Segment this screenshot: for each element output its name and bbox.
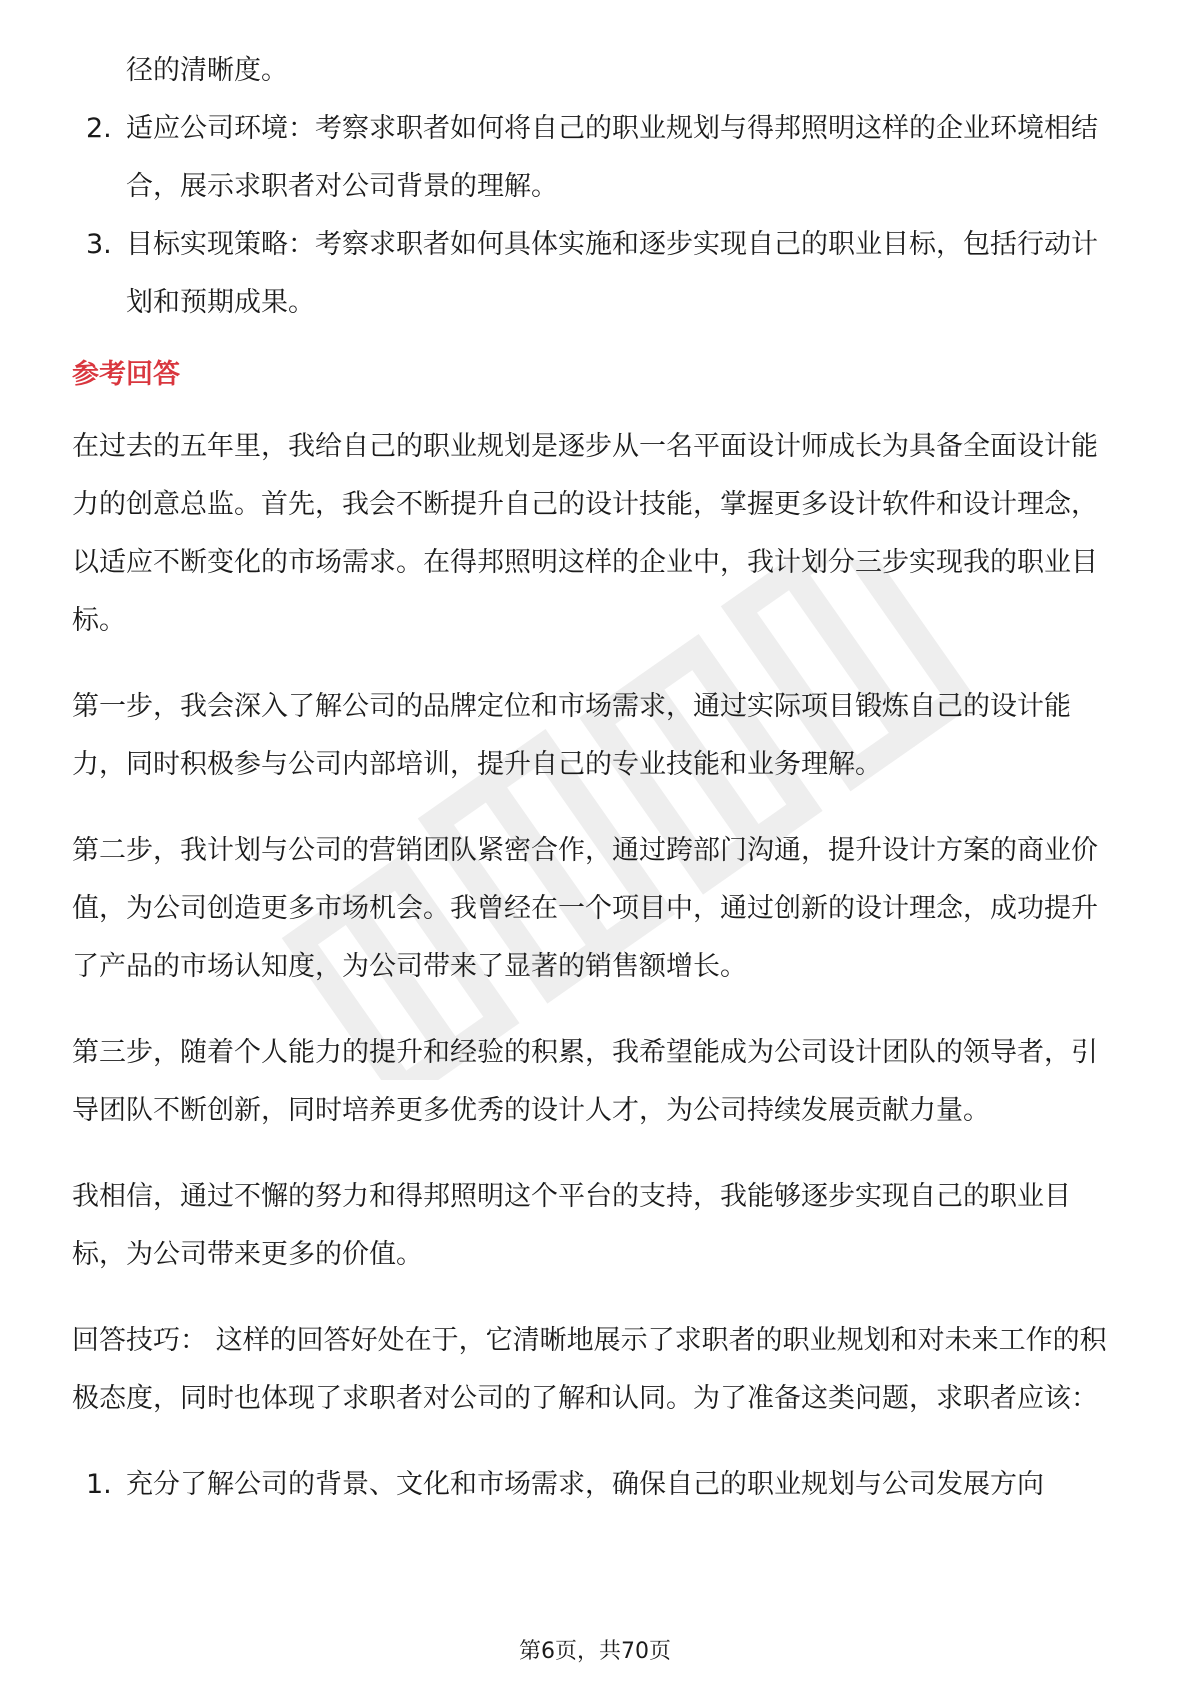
list-item xyxy=(72,100,1122,216)
criteria-list xyxy=(72,100,1122,332)
answer-paragraph: 第二步，我计划与公司的营销团队紧密合作，通过跨部门沟通，提升设计方案的商业价值，为公司创造更多市场机会。我曾经在一个项目中，通过创新的设计理念，成功提升了产品的市场认知度，为公司带来了显著的销售额增长。 xyxy=(72,835,1098,982)
answer-paragraph: 在过去的五年里，我给自己的职业规划是逐步从一名平面设计师成长为具备全面设计能力的创意总监。首先，我会不断提升自己的设计技能，掌握更多设计软件和设计理念，以适应不断变化的市场需求。在得邦照明这样的企业中，我计划分三步实现我的职业目标。 xyxy=(72,431,1098,636)
answer-paragraph: 我相信，通过不懈的努力和得邦照明这个平台的支持，我能够逐步实现自己的职业目标，为公司带来更多的价值。 xyxy=(72,1181,1071,1270)
list-text: 目标实现策略：考察求职者如何具体实施和逐步实现自己的职业目标，包括行动计划和预期成果。 xyxy=(126,229,1098,318)
list-text: 适应公司环境：考察求职者如何将自己的职业规划与得邦照明这样的企业环境相结合，展示求职者对公司背景的理解。 xyxy=(126,113,1098,202)
answer-paragraph: 第三步，随着个人能力的提升和经验的积累，我希望能成为公司设计团队的领导者，引导团队不断创新，同时培养更多优秀的设计人才，为公司持续发展贡献力量。 xyxy=(72,1037,1098,1126)
section-heading: 参考回答 xyxy=(72,359,180,390)
list-item xyxy=(72,1456,1122,1514)
document-content xyxy=(72,42,1122,1514)
list-number: 3. xyxy=(86,229,112,260)
list-item-continuation: 径的清晰度。 xyxy=(126,55,288,86)
list-text: 充分了解公司的背景、文化和市场需求，确保自己的职业规划与公司发展方向 xyxy=(126,1469,1044,1500)
tips-list xyxy=(72,1456,1122,1514)
page-footer: 第6页，共70页 xyxy=(519,1639,671,1664)
tips-paragraph: 回答技巧： 这样的回答好处在于，它清晰地展示了求职者的职业规划和对未来工作的积极态度，同时也体现了求职者对公司的了解和认同。为了准备这类问题，求职者应该： xyxy=(72,1325,1107,1414)
list-number: 2. xyxy=(86,113,112,144)
answer-paragraph: 第一步，我会深入了解公司的品牌定位和市场需求，通过实际项目锻炼自己的设计能力，同时积极参与公司内部培训，提升自己的专业技能和业务理解。 xyxy=(72,691,1071,780)
list-number: 1. xyxy=(86,1469,112,1500)
list-item xyxy=(72,216,1122,332)
